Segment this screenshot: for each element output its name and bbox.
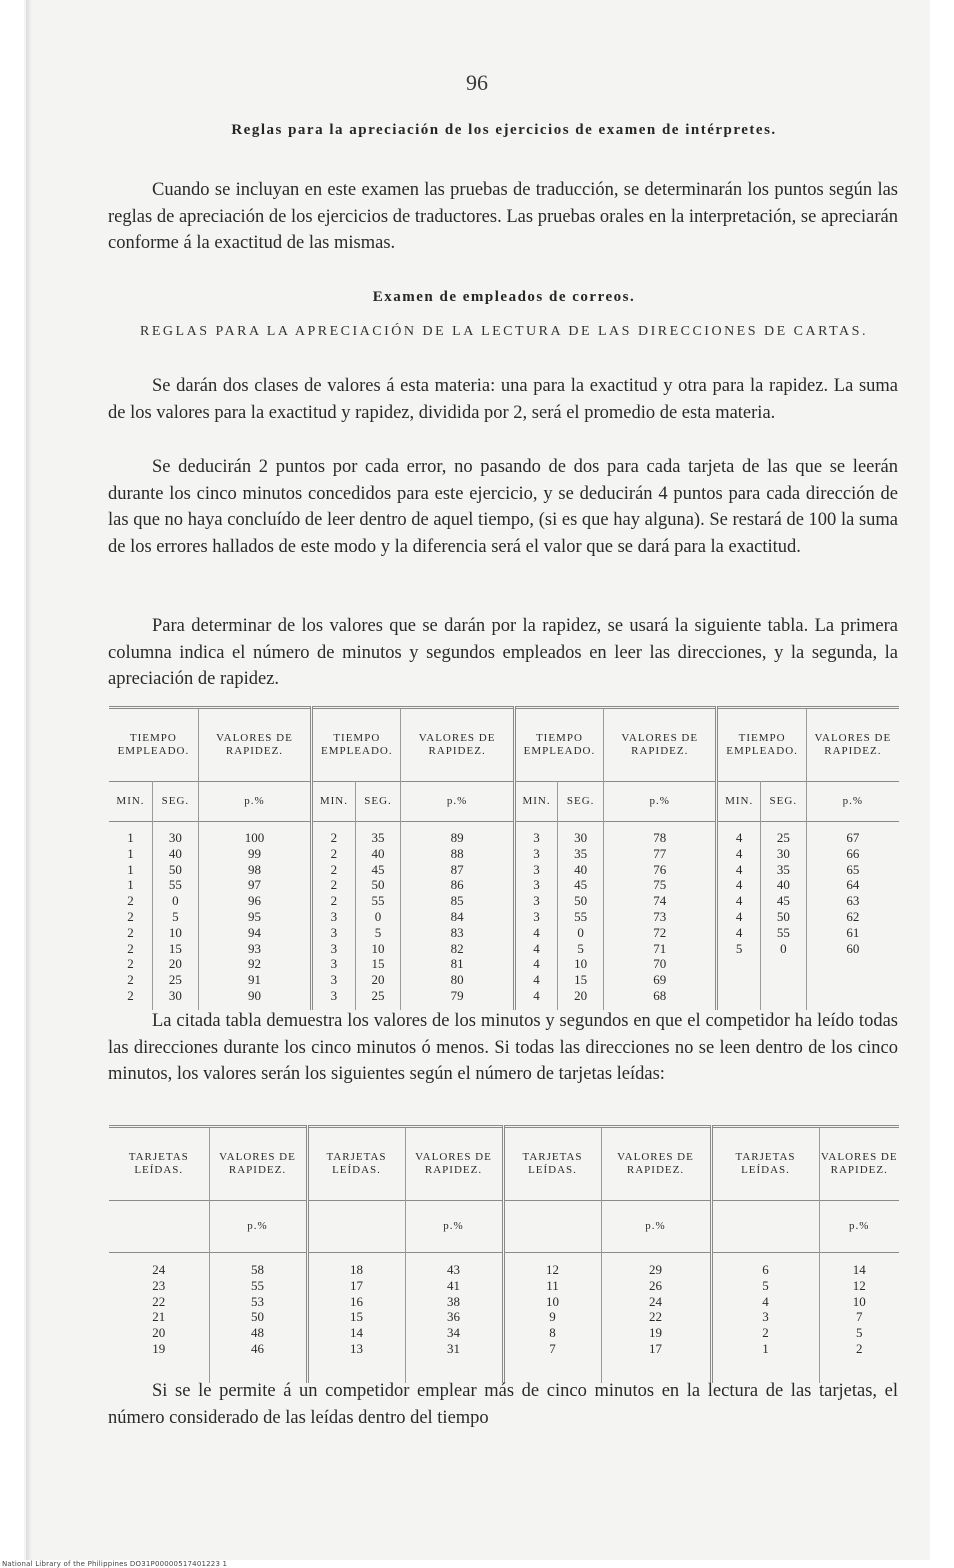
unit-seg: SEG. bbox=[558, 782, 604, 822]
heading-postal-exam: Examen de empleados de correos. bbox=[372, 289, 636, 305]
header-speed-values: VALORES DE RAPIDEZ. bbox=[401, 708, 514, 782]
speed-table-cards bbox=[109, 1125, 899, 1383]
paragraph-table-intro: Para determinar de los valores que se darán por la rapidez, se usará la siguiente tabla. La primera columna indica el número de minutos y segundos empleados en leer las direcciones, y la segunda, la apreciación de rapidez. bbox=[108, 616, 898, 689]
header-time-used: TIEMPO EMPLEADO. bbox=[117, 732, 190, 757]
seconds-column: 35 40 45 50 55 0 5 10 15 20 25 bbox=[355, 822, 401, 1010]
cards-column: 6 5 4 3 2 1 bbox=[711, 1253, 819, 1383]
unit-pct: p.% bbox=[405, 1201, 503, 1253]
minutes-column: 3 3 3 3 3 3 4 4 4 4 4 bbox=[514, 822, 558, 1010]
paragraph-extra-time: Si se le permite á un competidor emplear más de cinco minutos en la lectura de las tarjetas, el número considerado de las leídas dentro del tiempo bbox=[108, 1381, 898, 1428]
header-cards-read: TARJETAS LEÍDAS. bbox=[503, 1127, 601, 1201]
speed-value-column: 89 88 87 86 85 84 83 82 81 80 79 bbox=[401, 822, 514, 1010]
library-footer: National Library of the Philippines DO31P00000517401223 1 bbox=[2, 1560, 228, 1568]
unit-min: MIN. bbox=[312, 782, 356, 822]
minutes-column: 4 4 4 4 4 4 4 5 bbox=[717, 822, 761, 1010]
paragraph-deductions: Se deducirán 2 puntos por cada error, no pasando de dos para cada tarjeta de las que se leerán durante los cinco minutos concedidos para este ejercicio, y se deducirán 4 puntos para cada dirección de las que no haya concluído de leer dentro de aquel tiempo, (si es que hay alguna). Se restará de 100 la suma de los errores hallados de este modo y la diferencia será el valor que se dará para la exactitud. bbox=[108, 457, 898, 557]
paragraph-interpreters: Cuando se incluyan en este examen las pruebas de traducción, se determinarán los puntos según las reglas de apreciación de los ejercicios de traductores. Las pruebas orales en la interpretación, se apreciarán conforme á la exactitud de las mismas. bbox=[108, 180, 898, 253]
speed-table-time bbox=[109, 706, 899, 1010]
unit-pct: p.% bbox=[198, 782, 311, 822]
header-cards-read: TARJETAS LEÍDAS. bbox=[711, 1127, 819, 1201]
page-edge-shadow bbox=[26, 0, 32, 1560]
unit-seg: SEG. bbox=[760, 782, 806, 822]
speed-value-column: 100 99 98 97 96 95 94 93 92 91 90 bbox=[198, 822, 311, 1010]
unit-pct: p.% bbox=[819, 1201, 899, 1253]
unit-seg: SEG. bbox=[355, 782, 401, 822]
paragraph-two-values: Se darán dos clases de valores á esta materia: una para la exactitud y otra para la rapidez. La suma de los valores para la exactitud y rapidez, dividida por 2, será el promedio de esta materia. bbox=[108, 376, 898, 423]
unit-min: MIN. bbox=[717, 782, 761, 822]
seconds-column: 30 40 50 55 0 5 10 15 20 25 30 bbox=[153, 822, 199, 1010]
header-speed-values: VALORES DE RAPIDEZ. bbox=[405, 1127, 503, 1201]
header-cards-read: TARJETAS LEÍDAS. bbox=[128, 1151, 189, 1176]
seconds-column: 25 30 35 40 45 50 55 0 bbox=[760, 822, 806, 1010]
unit-seg: SEG. bbox=[153, 782, 199, 822]
header-time-used: TIEMPO EMPLEADO. bbox=[717, 708, 806, 782]
speed-value-column: 67 66 65 64 63 62 61 60 bbox=[806, 822, 899, 1010]
unit-pct: p.% bbox=[401, 782, 514, 822]
speed-value-column: 78 77 76 75 74 73 72 71 70 69 68 bbox=[604, 822, 717, 1010]
paragraph-table-explanation: La citada tabla demuestra los valores de los minutos y segundos en que el competidor ha leído todas las direcciones durante los cinco minutos ó menos. Si todas las direcciones no se leen dentro de los cinco minutos, los valores serán los siguientes según el número de tarjetas leídas: bbox=[108, 1011, 898, 1084]
minutes-column: 1 1 1 1 2 2 2 2 2 2 2 bbox=[127, 830, 134, 1003]
unit-pct: p.% bbox=[806, 782, 899, 822]
unit-pct: p.% bbox=[604, 782, 717, 822]
unit-pct: p.% bbox=[209, 1201, 307, 1253]
header-speed-values: VALORES DE RAPIDEZ. bbox=[819, 1127, 899, 1201]
scanned-page bbox=[24, 0, 930, 1560]
unit-min: MIN. bbox=[116, 794, 145, 807]
header-speed-values: VALORES DE RAPIDEZ. bbox=[209, 1127, 307, 1201]
heading-interpreters: Reglas para la apreciación de los ejercicios de examen de intérpretes. bbox=[231, 122, 777, 138]
seconds-column: 30 35 40 45 50 55 0 5 10 15 20 bbox=[558, 822, 604, 1010]
header-speed-values: VALORES DE RAPIDEZ. bbox=[198, 708, 311, 782]
header-speed-values: VALORES DE RAPIDEZ. bbox=[806, 708, 899, 782]
speed-value-column: 43 41 38 36 34 31 bbox=[405, 1253, 503, 1383]
minutes-column: 2 2 2 2 2 3 3 3 3 3 3 bbox=[312, 822, 356, 1010]
speed-value-column: 29 26 24 22 19 17 bbox=[601, 1253, 711, 1383]
header-cards-read: TARJETAS LEÍDAS. bbox=[307, 1127, 405, 1201]
header-speed-values: VALORES DE RAPIDEZ. bbox=[604, 708, 717, 782]
header-time-used: TIEMPO EMPLEADO. bbox=[514, 708, 603, 782]
unit-pct: p.% bbox=[601, 1201, 711, 1253]
cards-column: 24 23 22 21 20 19 bbox=[152, 1262, 166, 1356]
header-time-used: TIEMPO EMPLEADO. bbox=[312, 708, 401, 782]
cards-column: 18 17 16 15 14 13 bbox=[307, 1253, 405, 1383]
speed-value-column: 58 55 53 50 48 46 bbox=[209, 1253, 307, 1383]
header-speed-values: VALORES DE RAPIDEZ. bbox=[601, 1127, 711, 1201]
heading-address-reading-rules: REGLAS PARA LA APRECIACIÓN DE LA LECTURA DE LAS DIRECCIONES DE CARTAS. bbox=[140, 324, 868, 339]
page-number: 96 bbox=[466, 70, 488, 95]
cards-column: 12 11 10 9 8 7 bbox=[503, 1253, 601, 1383]
speed-value-column: 14 12 10 7 5 2 bbox=[819, 1253, 899, 1383]
unit-min: MIN. bbox=[514, 782, 558, 822]
